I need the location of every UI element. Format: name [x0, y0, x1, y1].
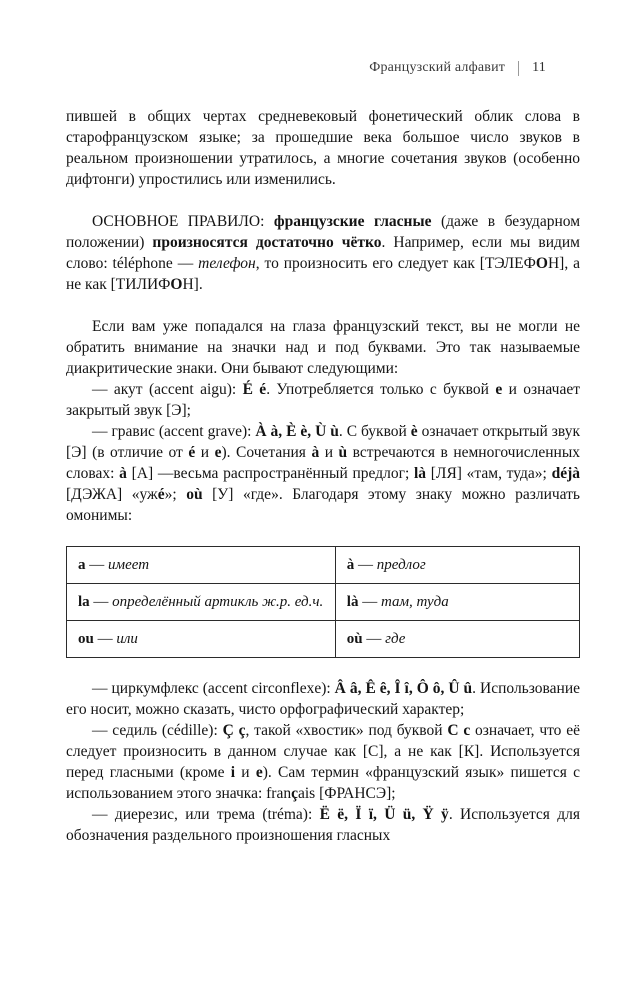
list-item-cedilla: — седиль (cédille): Ç ç, такой «хвостик» под буквой C c означает, что её следует произносить в данном случае как [С], а не как [К]. Используется перед гласными (кроме i и e). Сам термин «французский язык» пишется с использованием этого значка: français [ФРАНСЭ];: [66, 722, 580, 802]
paragraph-main-rule: ОСНОВНОЕ ПРАВИЛО: французские гласные (даже в безударном положении) произносятся достаточно чётко. Например, если мы видим слово: téléphone — телефон, то произносить его следует как [ТЭЛЕФОН], а не как [ТИЛИФОН].: [66, 213, 581, 293]
page-number: 11: [532, 60, 546, 75]
homonym-cell-la-grave: là — там, туда: [335, 584, 579, 621]
homonyms-row-ou: [67, 621, 580, 658]
page-body: [66, 106, 580, 846]
homonyms-row-a: [67, 547, 580, 584]
homonym-cell-ou: ou — или: [67, 621, 336, 658]
list-item-trema: — диерезис, или трема (tréma): Ë ë, Ï ï, Ü ü, Ÿ ÿ. Используется для обозначения раздельного произношения гласных: [66, 806, 580, 844]
homonym-cell-a: a — имеет: [67, 547, 336, 584]
header-divider: [518, 61, 519, 76]
homonyms-table: [66, 546, 580, 658]
homonym-cell-la: la — определённый артикль ж.р. ед.ч.: [67, 584, 336, 621]
list-item-acute: — акут (accent aigu): É é. Употребляется только с буквой e и означает закрытый звук [Э];: [66, 381, 580, 419]
paragraph-diacritics-intro: Если вам уже попадался на глаза французский текст, вы не могли не обратить внимание на значки над и под буквами. Это так называемые диакритические знаки. Они бывают следующими:: [66, 318, 580, 377]
list-item-circumflex: — циркумфлекс (accent circonflexe): Â â, Ê ê, Î î, Ô ô, Û û. Использование его носит, можно сказать, чисто орфографический характер;: [66, 680, 580, 718]
paragraph-continuation: пившей в общих чертах средневековый фонетический облик слова в старофранцузском языке; за прошедшие века большое число звуков в реальном произношении утратилось, а многие сочетания звуков (особенно дифтонги) упростились или изменились.: [66, 108, 580, 188]
homonym-cell-ou-grave: où — где: [335, 621, 579, 658]
homonyms-row-la: [67, 584, 580, 621]
page-header: [66, 60, 580, 76]
running-head: Французский алфавит: [369, 60, 506, 75]
homonym-cell-a-grave: à — предлог: [335, 547, 579, 584]
list-item-grave: — гравис (accent grave): À à, È è, Ù ù. С буквой è означает открытый звук [Э] (в отличие от é и e). Сочетания à и ù встречаются в немногочисленных словах: à [А] —весьма распространённый предлог; là [ЛЯ] «там, туда»; déjà [ДЭЖА] «ужé»; où [У] «где». Благодаря этому знаку можно различать омонимы:: [66, 423, 581, 524]
